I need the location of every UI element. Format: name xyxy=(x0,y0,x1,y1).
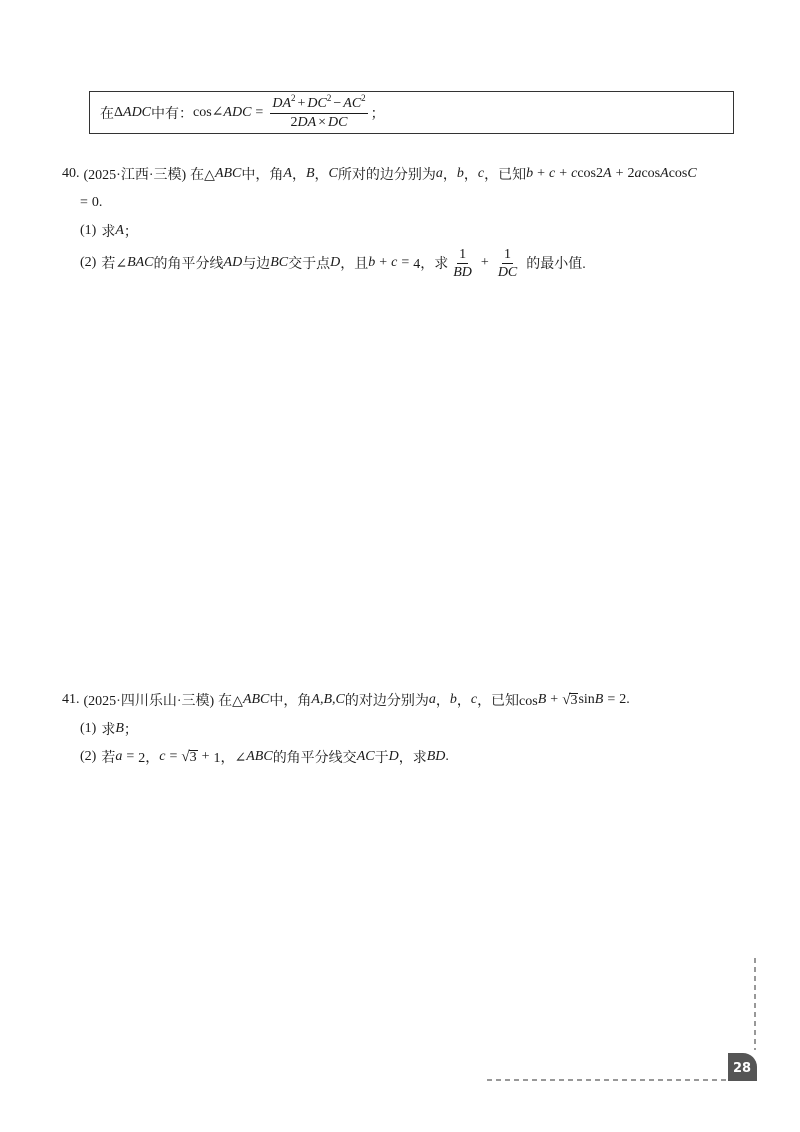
text-segment: ，且 xyxy=(340,257,369,272)
math-variable: A xyxy=(283,166,292,181)
math-variable: A xyxy=(660,166,669,181)
radicand: 3 xyxy=(570,692,578,708)
superscript: 2 xyxy=(291,92,296,103)
text-segment: 交于点 xyxy=(288,257,331,272)
math-operator: × xyxy=(318,114,327,130)
math-operator: + xyxy=(537,166,545,181)
text-segment: ， xyxy=(314,168,329,183)
math-variable: b xyxy=(526,166,534,181)
math-function: cos xyxy=(668,166,688,181)
math-operator: + xyxy=(201,749,210,764)
radical-sign: √ xyxy=(181,748,190,765)
math-variable: BD xyxy=(426,749,446,764)
math-variable: ADC xyxy=(223,104,252,120)
problem-40-part-1 xyxy=(80,220,138,242)
text-segment: 求 xyxy=(101,723,116,738)
math-variable: B xyxy=(115,721,124,736)
math-variable: b xyxy=(449,692,457,707)
text-segment: . xyxy=(445,749,449,764)
math-variable: DA xyxy=(297,114,317,130)
formula-line xyxy=(90,92,733,133)
math-variable: a xyxy=(115,749,123,764)
math-number: 2 xyxy=(290,114,298,130)
text-segment: 的角平分线 xyxy=(153,257,224,272)
math-operator: + xyxy=(559,166,568,181)
problem-41-stem-line-1 xyxy=(62,689,630,711)
math-variable: DC xyxy=(328,114,348,130)
text-segment: 求 xyxy=(101,225,116,240)
part-label: (1) xyxy=(80,721,97,736)
superscript: 2 xyxy=(326,92,332,103)
math-variable: B xyxy=(594,692,604,707)
text-segment: 若∠ xyxy=(101,257,128,272)
math-variable: c xyxy=(159,749,166,764)
math-variable: DA xyxy=(272,95,291,111)
problem-41-part-2 xyxy=(80,746,449,768)
problem-source: (2025·江西·三模) xyxy=(83,168,187,183)
part-label: (1) xyxy=(80,223,97,238)
math-variable: A,B,C xyxy=(311,692,345,707)
text-segment: 若 xyxy=(101,751,116,766)
math-operator: − xyxy=(333,95,342,111)
math-variable: ABC xyxy=(214,166,242,181)
math-variable: B xyxy=(305,166,315,181)
math-variable: DC xyxy=(307,95,327,111)
text-segment: 的最小值. xyxy=(526,257,586,272)
triangle-symbol: Δ xyxy=(114,104,124,120)
math-operator: + xyxy=(297,95,306,111)
part-label: (2) xyxy=(80,255,97,270)
text-segment: ； xyxy=(370,106,385,122)
math-function: cos2 xyxy=(577,166,603,181)
math-variable: c xyxy=(470,692,478,707)
math-operator: = xyxy=(255,104,264,120)
math-number: 1 xyxy=(459,246,467,262)
math-variable: BC xyxy=(270,255,289,270)
math-variable: C xyxy=(687,166,697,181)
math-variable: A xyxy=(603,166,612,181)
math-variable: ABC xyxy=(242,692,270,707)
fraction-denominator xyxy=(496,264,519,281)
math-variable: a xyxy=(435,166,443,181)
text-segment: ，求 xyxy=(398,751,427,766)
math-function: cos xyxy=(641,166,661,181)
math-variable: C xyxy=(328,166,338,181)
text-segment: ， xyxy=(442,168,457,183)
math-variable: AC xyxy=(356,749,375,764)
text-segment: 在△ xyxy=(218,694,243,709)
math-variable: BD xyxy=(453,264,472,280)
text-segment: 的对边分别为 xyxy=(344,694,429,709)
text-segment: ； xyxy=(123,225,138,240)
page-number: 28 xyxy=(732,1061,752,1076)
text-segment: 所对的边分别为 xyxy=(337,168,436,183)
part-label: (2) xyxy=(80,749,97,764)
superscript: 2 xyxy=(361,92,366,103)
problem-number: 40. xyxy=(62,166,80,181)
page-corner-decoration xyxy=(480,948,770,1088)
math-variable: A xyxy=(115,223,124,238)
text-segment: 于 xyxy=(374,751,389,766)
math-variable: D xyxy=(330,255,341,270)
math-variable: b xyxy=(368,255,376,270)
formula-box xyxy=(89,91,734,134)
text-segment: ， xyxy=(463,168,478,183)
math-operator: = xyxy=(169,749,178,764)
math-variable: DC xyxy=(497,264,518,280)
math-operator: = xyxy=(607,692,616,707)
text-segment: ，已知 xyxy=(484,168,527,183)
text-segment: 1，∠ xyxy=(213,751,247,766)
math-variable: c xyxy=(548,166,556,181)
math-variable: b xyxy=(456,166,464,181)
fraction-numerator xyxy=(502,246,513,264)
radicand: 3 xyxy=(189,749,197,765)
math-operator: + xyxy=(379,255,388,270)
math-operator: = xyxy=(126,749,135,764)
problem-40-part-2 xyxy=(80,241,586,285)
math-operator: + xyxy=(615,166,624,181)
math-variable: c xyxy=(571,166,578,181)
fraction-numerator xyxy=(270,92,367,114)
math-variable: AD xyxy=(223,255,243,270)
math-operator: + xyxy=(550,692,559,707)
text-segment: 中，角 xyxy=(269,694,312,709)
text-segment: 2， xyxy=(138,751,160,766)
math-variable: B xyxy=(537,692,547,707)
text-segment: 在△ xyxy=(190,168,215,183)
math-variable: ADC xyxy=(123,104,152,120)
problem-40-stem-line-2 xyxy=(80,192,102,214)
math-function: cos∠ xyxy=(193,105,224,120)
radical-sign: √ xyxy=(562,691,571,708)
math-variable: D xyxy=(388,749,399,764)
text-segment: 中，角 xyxy=(241,168,284,183)
math-variable: AC xyxy=(343,95,362,111)
math-variable: c xyxy=(391,255,398,270)
math-number: 0. xyxy=(91,195,103,210)
text-segment: 在 xyxy=(100,106,114,122)
math-number: 2. xyxy=(619,692,630,707)
problem-number: 41. xyxy=(62,692,80,707)
fraction-denominator xyxy=(451,264,474,281)
problem-41-part-1 xyxy=(80,718,138,740)
fraction xyxy=(270,92,367,131)
text-segment: ，已知cos xyxy=(477,694,538,709)
math-operator: = xyxy=(80,195,88,210)
math-function: sin xyxy=(578,692,595,707)
text-segment: 4，求 xyxy=(413,257,449,272)
math-variable: a xyxy=(428,692,436,707)
text-segment: ， xyxy=(435,694,450,709)
math-variable: a xyxy=(634,166,642,181)
fraction-numerator xyxy=(457,246,468,264)
math-variable: BAC xyxy=(127,255,154,270)
fraction xyxy=(451,246,474,281)
math-operator: + xyxy=(480,255,489,270)
problem-40-stem-line-1 xyxy=(62,163,697,185)
math-variable: c xyxy=(477,166,485,181)
text-segment: ， xyxy=(291,168,306,183)
text-segment: 的角平分线交 xyxy=(272,751,357,766)
math-number: 2 xyxy=(627,166,635,181)
math-variable: ABC xyxy=(246,749,273,764)
fraction-denominator xyxy=(288,114,349,131)
text-segment: 与边 xyxy=(242,257,271,272)
math-number: 1 xyxy=(504,246,512,262)
math-operator: = xyxy=(401,255,410,270)
problem-source: (2025·四川乐山·三模) xyxy=(83,694,215,709)
text-segment: 中有： xyxy=(151,106,194,122)
fraction xyxy=(496,246,519,281)
text-segment: ， xyxy=(456,694,471,709)
text-segment: ； xyxy=(123,723,138,738)
